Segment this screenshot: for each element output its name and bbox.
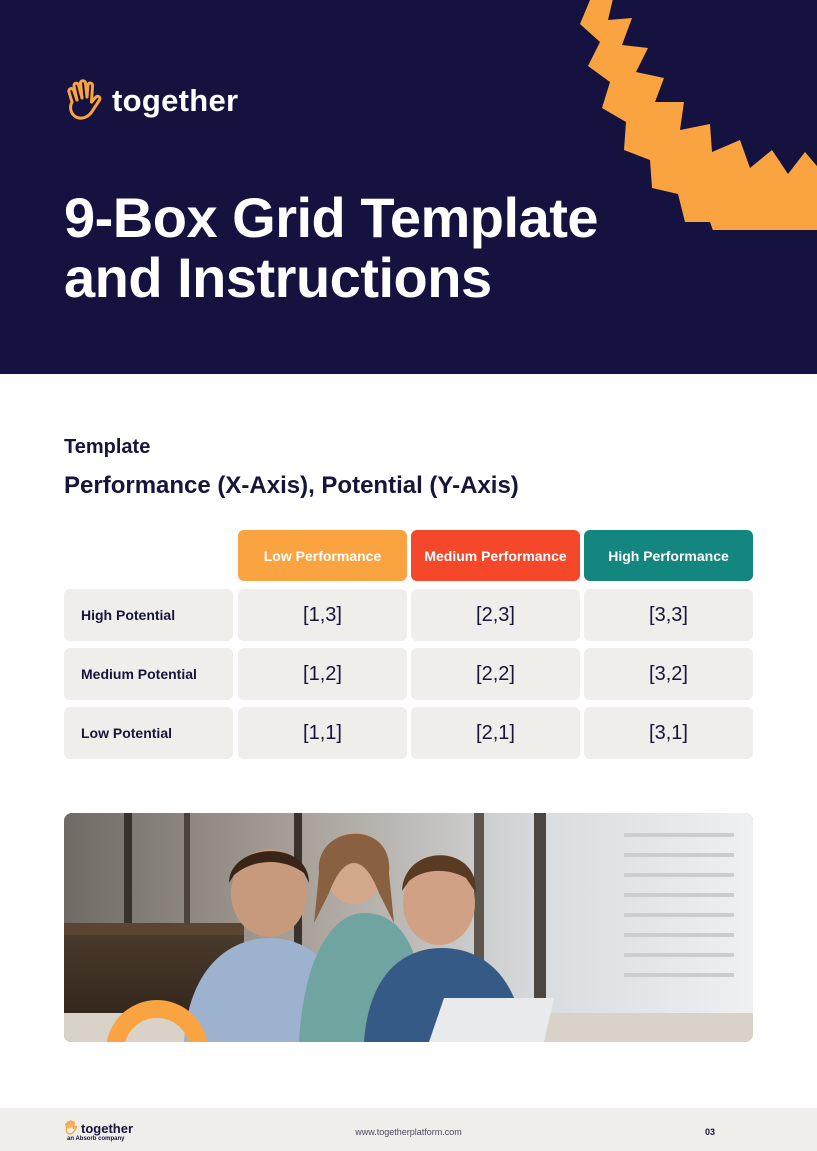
section-subtitle: Performance (X-Axis), Potential (Y-Axis) [64,472,519,499]
team-photo [64,813,753,1042]
footer-url-link[interactable]: www.togetherplatform.com [355,1127,462,1137]
footer-brand-name: together [81,1120,133,1136]
brand-logo [64,78,238,124]
column-header-medium-performance: Medium Performance [411,530,580,581]
page-number: 03 [705,1127,716,1137]
column-header-low-performance: Low Performance [238,530,407,581]
page-footer [0,1108,817,1151]
grid-cell: [3,2] [584,648,753,700]
grid-cell: [1,2] [238,648,407,700]
row-label-high-potential: High Potential [64,589,233,641]
grid-cell: [2,1] [411,707,580,759]
brand-name: together [112,83,239,118]
title-line-1: 9-Box Grid Template [64,186,599,249]
page-title [64,188,684,308]
waving-hand-icon [64,78,104,124]
grid-cell: [2,2] [411,648,580,700]
hero-banner [0,0,817,374]
grid-cell: [2,3] [411,589,580,641]
row-label-medium-potential: Medium Potential [64,648,233,700]
title-line-2: and Instructions [64,246,492,309]
grid-cell: [1,1] [238,707,407,759]
row-label-low-potential: Low Potential [64,707,233,759]
grid-cell: [3,1] [584,707,753,759]
team-photo-illustration [64,813,753,1042]
grid-cell: [1,3] [238,589,407,641]
section-label: Template [64,436,151,458]
footer-tagline: an Absorb company [67,1136,125,1142]
grid-cell: [3,3] [584,589,753,641]
column-header-high-performance: High Performance [584,530,753,581]
